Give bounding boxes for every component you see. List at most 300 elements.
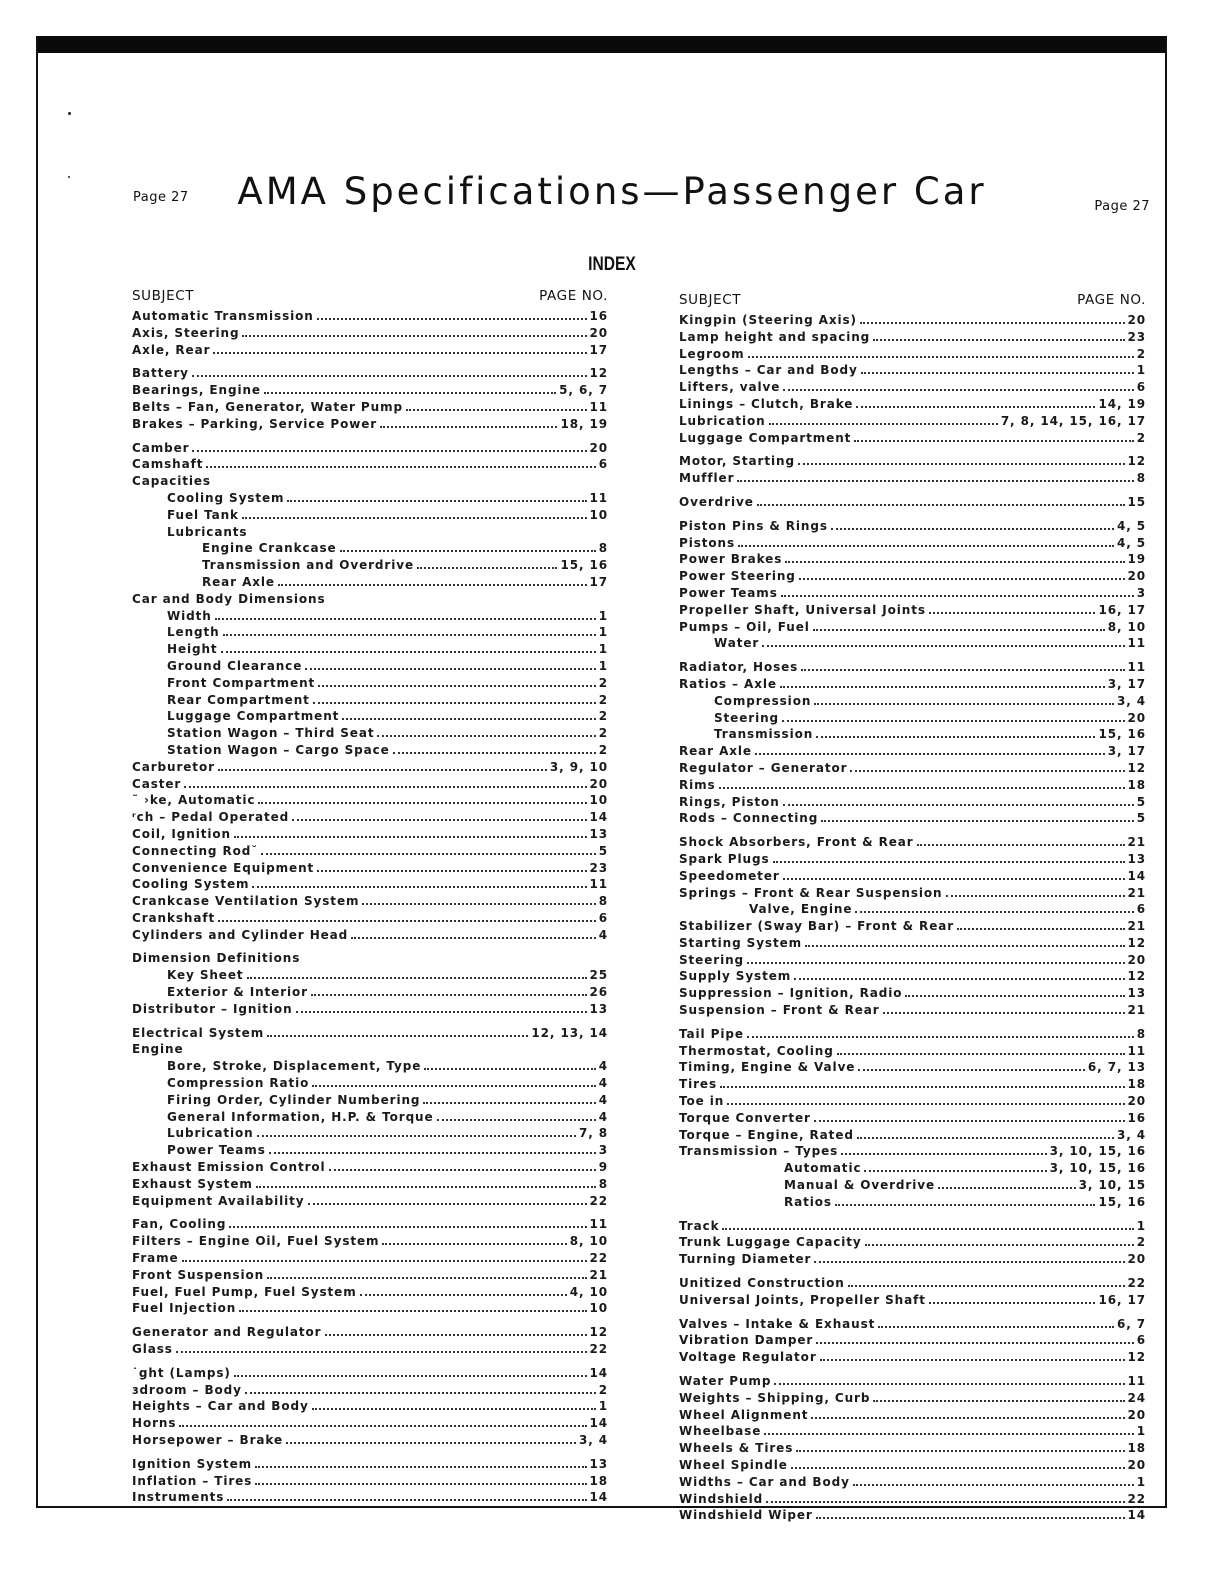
entry-page-numbers: 18 (1127, 1077, 1146, 1092)
entry-page-numbers: 5 (1136, 794, 1146, 809)
index-entry (679, 619, 1146, 636)
entry-subject: Rear Compartment (167, 692, 310, 707)
leader-dots (267, 1276, 586, 1279)
leader-dots (864, 1169, 1046, 1172)
entry-page-numbers: 22 (589, 1342, 608, 1357)
entry-page-numbers: 20 (1127, 1407, 1146, 1422)
index-entry (132, 1125, 608, 1142)
index-column-right (679, 292, 1146, 1524)
index-entry (679, 710, 1146, 727)
group-gap (679, 487, 1146, 494)
index-entry (132, 910, 608, 927)
entry-page-numbers: 8 (1136, 471, 1146, 486)
entry-subject: Exhaust Emission Control (132, 1160, 326, 1175)
entry-page-numbers: 14 (1127, 868, 1146, 883)
leader-dots (816, 1516, 1125, 1519)
entry-page-numbers: 22 (589, 1251, 608, 1266)
entry-subject: Exterior & Interior (167, 985, 309, 1000)
entry-subject: Valves – Intake & Exhaust (679, 1316, 876, 1331)
index-entry (679, 430, 1146, 447)
entry-subject: Lengths – Car and Body (679, 363, 858, 378)
entry-subject: Front Suspension (132, 1267, 265, 1282)
entry-page-numbers: 11 (589, 1217, 608, 1232)
entry-subject: Wheels & Tires (679, 1441, 794, 1456)
leader-dots (905, 994, 1124, 997)
page-number-left: Page 27 (133, 190, 189, 205)
entry-page-numbers: 21 (1127, 1003, 1146, 1018)
leader-dots (835, 1203, 1095, 1206)
leader-dots (423, 1101, 595, 1104)
index-entry (132, 473, 608, 490)
entry-subject: Power Steering (679, 569, 796, 584)
index-entry (132, 540, 608, 557)
index-entry (679, 935, 1146, 952)
leader-dots (860, 321, 1125, 324)
group-gap (679, 1019, 1146, 1026)
group-gap (679, 1268, 1146, 1275)
leader-dots (215, 617, 596, 620)
leader-dots (858, 1068, 1085, 1071)
entry-subject: Rods – Connecting (679, 811, 819, 826)
entry-page-numbers: 5 (1136, 811, 1146, 826)
leader-dots (782, 719, 1124, 722)
entry-subject: Windshield (679, 1491, 764, 1506)
index-entry (679, 1349, 1146, 1366)
index-entry (132, 742, 608, 759)
entry-subject: Ratios – Axle (679, 676, 777, 691)
entry-page-numbers: 20 (1127, 710, 1146, 725)
index-entry (132, 843, 608, 860)
entry-subject: Length (167, 625, 220, 640)
index-entry (679, 777, 1146, 794)
leader-dots (261, 852, 596, 855)
index-list-right (679, 312, 1146, 1524)
leader-dots (720, 1085, 1125, 1088)
index-entry (679, 1292, 1146, 1309)
entry-subject: Cooling System (167, 490, 285, 505)
entry-page-numbers: 22 (1127, 1491, 1146, 1506)
leader-dots (317, 869, 586, 872)
entry-page-numbers: 1 (598, 1399, 608, 1414)
entry-subject: Axis, Steering (132, 325, 240, 340)
entry-page-numbers: 3, 10, 15 (1078, 1178, 1146, 1193)
index-entry (132, 1233, 608, 1250)
leader-dots (312, 1407, 596, 1410)
leader-dots (737, 479, 1133, 482)
entry-subject: ʳch – Pedal Operated (132, 810, 290, 825)
leader-dots (380, 425, 557, 428)
index-entry (132, 382, 608, 399)
index-entry (132, 725, 608, 742)
index-entry (679, 1026, 1146, 1043)
entry-page-numbers: 12 (589, 366, 608, 381)
entry-subject: Crankshaft (132, 910, 216, 925)
index-entry (132, 342, 608, 359)
entry-page-numbers: 12 (1127, 454, 1146, 469)
entry-subject: Distributor – Ignition (132, 1001, 293, 1016)
entry-subject: Transmission – Types (679, 1144, 839, 1159)
entry-subject: Dimension Definitions (132, 951, 301, 966)
entry-subject: Starting System (679, 935, 803, 950)
leader-dots (748, 355, 1134, 358)
entry-page-numbers: 21 (589, 1267, 608, 1282)
index-entry (132, 1365, 608, 1382)
leader-dots (831, 527, 1114, 530)
index-list-left (132, 308, 608, 1506)
leader-dots (234, 1374, 587, 1377)
leader-dots (424, 1067, 595, 1070)
leader-dots (256, 1185, 596, 1188)
entry-page-numbers: 11 (589, 399, 608, 414)
entry-subject: Stabilizer (Sway Bar) – Front & Rear (679, 919, 955, 934)
entry-subject: Compression (714, 693, 812, 708)
entry-subject: Horns (132, 1416, 177, 1431)
entry-page-numbers: 14 (589, 810, 608, 825)
index-entry (132, 507, 608, 524)
entry-subject: Valve, Engine (749, 902, 853, 917)
index-entry (679, 834, 1146, 851)
entry-subject: Lubrication (679, 413, 766, 428)
index-entry (132, 1267, 608, 1284)
index-entry (679, 868, 1146, 885)
index-entry (132, 1473, 608, 1490)
index-entry (679, 885, 1146, 902)
group-gap (132, 1358, 608, 1365)
page-number-right: Page 27 (1094, 199, 1150, 214)
leader-dots (182, 1259, 587, 1262)
entry-subject: Fuel Tank (167, 507, 239, 522)
entry-subject: Turning Diameter (679, 1252, 812, 1267)
entry-page-numbers: 11 (1127, 660, 1146, 675)
entry-page-numbers: 3, 10, 15, 16 (1049, 1144, 1146, 1159)
entry-page-numbers: 15, 16 (1098, 1194, 1146, 1209)
index-entry (679, 1110, 1146, 1127)
entry-subject: Connecting Rod˘ (132, 843, 259, 858)
leader-dots (255, 1465, 586, 1468)
entry-subject: Lubricants (167, 524, 248, 539)
group-gap (132, 358, 608, 365)
entry-page-numbers: 24 (1127, 1390, 1146, 1405)
entry-subject: Width (167, 608, 212, 623)
index-entry (132, 416, 608, 433)
leader-dots (764, 1432, 1134, 1435)
group-gap (679, 511, 1146, 518)
entry-page-numbers: 14 (589, 1416, 608, 1431)
leader-dots (755, 752, 1105, 755)
entry-subject: Torque – Engine, Rated (679, 1127, 854, 1142)
entry-subject: Springs – Front & Rear Suspension (679, 885, 943, 900)
entry-subject: Convenience Equipment (132, 860, 315, 875)
entry-page-numbers: 10 (589, 793, 608, 808)
leader-dots (766, 1500, 1124, 1503)
entry-subject: Rear Axle (679, 744, 752, 759)
entry-subject: Cylinders and Cylinder Head (132, 927, 349, 942)
entry-page-numbers: 10 (589, 1301, 608, 1316)
index-entry (132, 1193, 608, 1210)
leader-dots (946, 894, 1125, 897)
leader-dots (223, 633, 596, 636)
entry-subject: Legroom (679, 346, 745, 361)
entry-subject: Fuel Injection (132, 1301, 237, 1316)
index-entry (679, 1059, 1146, 1076)
group-gap (132, 433, 608, 440)
leader-dots (245, 1391, 596, 1394)
leader-dots (865, 1243, 1134, 1246)
leader-dots (816, 1341, 1134, 1344)
group-gap (679, 652, 1146, 659)
leader-dots (783, 388, 1134, 391)
entry-page-numbers: 5, 6, 7 (559, 383, 608, 398)
index-entry (132, 1025, 608, 1042)
index-entry (679, 1440, 1146, 1457)
entry-page-numbers: 2 (598, 692, 608, 707)
leader-dots (747, 1035, 1134, 1038)
entry-page-numbers: 12 (589, 1325, 608, 1340)
entry-page-numbers: 8 (598, 1176, 608, 1191)
entry-page-numbers: 4, 10 (569, 1284, 608, 1299)
entry-page-numbers: 12, 13, 14 (531, 1025, 608, 1040)
index-entry (679, 952, 1146, 969)
index-entry (679, 602, 1146, 619)
entry-page-numbers: 13 (589, 1001, 608, 1016)
column-header (679, 292, 1146, 308)
entry-subject: Ground Clearance (167, 658, 303, 673)
leader-dots (780, 685, 1105, 688)
entry-subject: Carburetor (132, 759, 215, 774)
index-entry (679, 453, 1146, 470)
index-entry (679, 379, 1146, 396)
index-entry (679, 918, 1146, 935)
entry-subject: Camshaft (132, 457, 204, 472)
index-entry (132, 1398, 608, 1415)
entry-subject: Torque Converter (679, 1110, 811, 1125)
entry-subject: Height (167, 642, 218, 657)
index-entry (132, 1284, 608, 1301)
entry-page-numbers: 23 (1127, 329, 1146, 344)
entry-subject: Radiator, Hoses (679, 660, 799, 675)
entry-subject: Weights – Shipping, Curb (679, 1390, 871, 1405)
entry-subject: Exhaust System (132, 1176, 253, 1191)
index-entry (132, 967, 608, 984)
index-entry (132, 950, 608, 967)
entry-page-numbers: 3 (598, 1143, 608, 1158)
entry-page-numbers: 4 (598, 1076, 608, 1091)
entry-subject: Coil, Ignition (132, 826, 231, 841)
index-entry (132, 860, 608, 877)
entry-page-numbers: 6 (598, 457, 608, 472)
leader-dots (258, 801, 586, 804)
leader-dots (801, 668, 1124, 671)
entry-page-numbers: 25 (589, 968, 608, 983)
leader-dots (837, 1052, 1125, 1055)
index-entry (679, 535, 1146, 552)
leader-dots (278, 583, 587, 586)
leader-dots (234, 835, 587, 838)
entry-subject: Key Sheet (167, 968, 244, 983)
entry-subject: Supply System (679, 969, 792, 984)
entry-subject: Rims (679, 777, 716, 792)
entry-page-numbers: 4, 5 (1116, 535, 1146, 550)
index-entry (132, 658, 608, 675)
entry-page-numbers: 1 (1136, 1218, 1146, 1233)
page-no-header: PAGE NO. (539, 288, 608, 304)
entry-subject: Station Wagon – Third Seat (167, 726, 375, 741)
page-no-header: PAGE NO. (1077, 292, 1146, 308)
index-entry (679, 659, 1146, 676)
entry-page-numbers: 16 (1127, 1110, 1146, 1125)
leader-dots (791, 1466, 1125, 1469)
entry-subject: Automatic Transmission (132, 309, 314, 323)
index-entry (132, 708, 608, 725)
entry-page-numbers: 20 (1127, 1252, 1146, 1267)
entry-subject: ˜ ›ke, Automatic (132, 793, 256, 808)
index-entry (679, 1218, 1146, 1235)
entry-page-numbers: 1 (1136, 363, 1146, 378)
entry-page-numbers: 7, 8 (578, 1126, 608, 1141)
entry-page-numbers: 1 (598, 642, 608, 657)
leader-dots (325, 1333, 587, 1336)
entry-subject: Firing Order, Cylinder Numbering (167, 1092, 421, 1107)
entry-page-numbers: 17 (589, 574, 608, 589)
leader-dots (264, 391, 556, 394)
entry-page-numbers: 11 (1127, 1374, 1146, 1389)
entry-page-numbers: 2 (598, 709, 608, 724)
index-entry (679, 1043, 1146, 1060)
leader-dots (406, 408, 587, 411)
entry-page-numbers: 11 (1127, 1043, 1146, 1058)
entry-page-numbers: 13 (589, 826, 608, 841)
leader-dots (318, 684, 596, 687)
entry-page-numbers: 8, 10 (569, 1234, 608, 1249)
entry-page-numbers: 16, 17 (1098, 1292, 1146, 1307)
entry-subject: Luggage Compartment (167, 709, 340, 724)
index-entry (679, 1373, 1146, 1390)
entry-page-numbers: 20 (1127, 1094, 1146, 1109)
entry-page-numbers: 1 (598, 625, 608, 640)
entry-page-numbers: 6 (1136, 902, 1146, 917)
entry-page-numbers: 20 (1127, 569, 1146, 584)
group-gap (679, 1366, 1146, 1373)
entry-page-numbers: 16, 17 (1098, 602, 1146, 617)
index-entry (132, 1324, 608, 1341)
leader-dots (267, 1034, 528, 1037)
entry-page-numbers: 14 (589, 1490, 608, 1505)
index-entry (679, 1491, 1146, 1508)
index-entry (132, 826, 608, 843)
index-entry (679, 1390, 1146, 1407)
index-entry (132, 591, 608, 608)
leader-dots (252, 885, 586, 888)
index-entry (679, 494, 1146, 511)
entry-subject: Luggage Compartment (679, 430, 852, 445)
entry-subject: Windshield Wiper (679, 1508, 813, 1523)
index-entry (679, 985, 1146, 1002)
entry-subject: Ratios (784, 1194, 832, 1209)
entry-page-numbers: 21 (1127, 919, 1146, 934)
index-entry (132, 1092, 608, 1109)
leader-dots (811, 1416, 1124, 1419)
index-entry (132, 1075, 608, 1092)
scan-speck (68, 112, 71, 115)
entry-page-numbers: 20 (589, 440, 608, 455)
entry-subject: Equipment Availability (132, 1193, 305, 1208)
leader-dots (848, 1284, 1125, 1287)
index-entry (679, 551, 1146, 568)
index-entry (132, 1159, 608, 1176)
leader-dots (239, 1309, 586, 1312)
leader-dots (773, 860, 1125, 863)
entry-page-numbers: 6 (1136, 1333, 1146, 1348)
entry-page-numbers: 3, 4 (578, 1433, 608, 1447)
entry-subject: Caster (132, 776, 182, 791)
leader-dots (855, 910, 1133, 913)
entry-subject: Ignition System (132, 1456, 253, 1471)
index-entry (679, 760, 1146, 777)
index-entry (679, 810, 1146, 827)
entry-page-numbers: 2 (598, 742, 608, 757)
entry-page-numbers: 17 (589, 342, 608, 357)
leader-dots (794, 977, 1124, 980)
entry-subject: Power Brakes (679, 552, 783, 567)
entry-page-numbers: 23 (589, 860, 608, 875)
entry-subject: Power Teams (679, 585, 778, 600)
subject-header: SUBJECT (679, 292, 742, 308)
index-entry (679, 346, 1146, 363)
index-entry (132, 1382, 608, 1399)
leader-dots (814, 702, 1114, 705)
index-heading: INDEX (588, 254, 636, 275)
leader-dots (929, 1301, 1096, 1304)
index-entry (679, 1507, 1146, 1524)
index-entry (132, 1300, 608, 1317)
index-entry (679, 396, 1146, 413)
entry-page-numbers: 14, 19 (1098, 396, 1146, 411)
leader-dots (286, 1441, 576, 1444)
entry-page-numbers: 7, 8, 14, 15, 16, 17 (1000, 413, 1146, 428)
index-entry (132, 809, 608, 826)
entry-subject: Brakes – Parking, Service Power (132, 416, 378, 431)
leader-dots (814, 1119, 1125, 1122)
entry-page-numbers: 12 (1127, 760, 1146, 775)
entry-page-numbers: 6, 7 (1116, 1316, 1146, 1331)
leader-dots (841, 1152, 1046, 1155)
entry-subject: Propeller Shaft, Universal Joints (679, 602, 926, 617)
entry-subject: Transmission and Overdrive (202, 558, 415, 573)
leader-dots (762, 644, 1124, 647)
leader-dots (878, 1325, 1114, 1328)
group-gap (679, 1309, 1146, 1316)
leader-dots (861, 371, 1134, 374)
leader-dots (854, 439, 1133, 442)
entry-subject: Frame (132, 1251, 179, 1266)
leader-dots (340, 549, 596, 552)
entry-page-numbers: 22 (589, 1193, 608, 1208)
entry-subject: Piston Pins & Rings (679, 518, 828, 533)
entry-page-numbers: 6, 7, 13 (1087, 1060, 1146, 1075)
entry-page-numbers: 15, 16 (560, 558, 608, 573)
leader-dots (757, 503, 1125, 506)
entry-subject: Steering (679, 952, 745, 967)
index-entry (679, 1127, 1146, 1144)
entry-subject: Track (679, 1218, 720, 1233)
entry-subject: Heights – Car and Body (132, 1399, 309, 1414)
leader-dots (785, 560, 1124, 563)
leader-dots (242, 516, 587, 519)
page-title: AMA Specifications—Passenger Car (237, 170, 987, 213)
entry-page-numbers: 14 (1127, 1508, 1146, 1523)
entry-page-numbers: 2 (598, 675, 608, 690)
leader-dots (206, 465, 595, 468)
